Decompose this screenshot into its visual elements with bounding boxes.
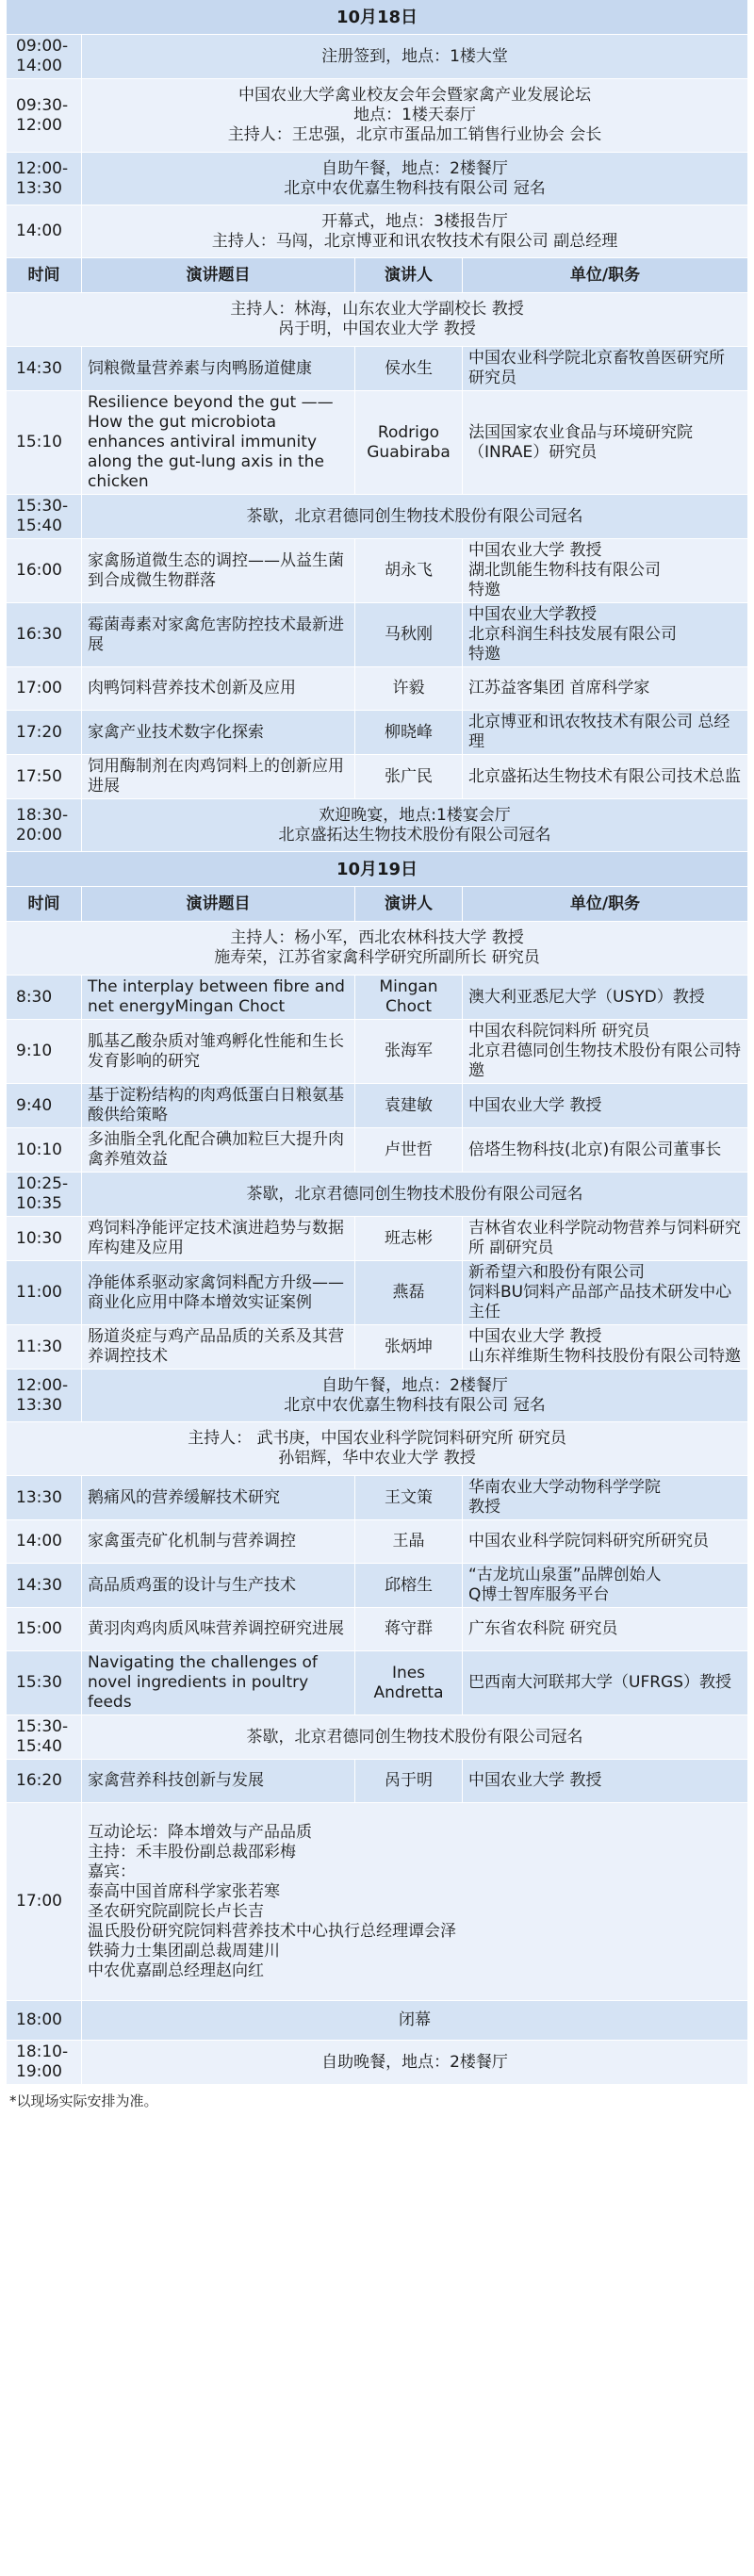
schedule-row [7, 667, 747, 711]
schedule-row [7, 293, 747, 347]
event-line: 温氏股份研究院饲料营养技术中心执行总经理谭会泽 [88, 1921, 456, 1941]
schedule-row [7, 1803, 747, 2001]
event-line: 自助晚餐，地点：2楼餐厅 [321, 2052, 508, 2072]
schedule-row [7, 799, 747, 852]
schedule-row [7, 35, 747, 79]
event-cell [82, 35, 747, 78]
event-line: 泰高中国首席科学家张若寒 [88, 1881, 280, 1901]
column-header-unit: 单位/职务 [569, 265, 641, 285]
unit-cell: 吉林省农业科学院动物营养与饲料研究所 副研究员 [468, 1219, 741, 1257]
event-line: 主持：禾丰股份副总裁邵彩梅 [88, 1842, 296, 1862]
event-line: 茶歇，北京君德同创生物技术股份有限公司冠名 [246, 506, 583, 526]
table-header-row [7, 887, 747, 922]
topic-cell: 鹅痛风的营养缓解技术研究 [82, 1476, 355, 1519]
host-line: 施寿荣，江苏省家禽科学研究所副所长 研究员 [214, 948, 540, 967]
day-title: 10月18日 [336, 7, 418, 27]
host-line: 主持人：杨小军，西北农林科技大学 教授 [230, 928, 524, 947]
topic-cell: 饲用酶制剂在肉鸡饲料上的创新应用进展 [82, 755, 355, 798]
topic-cell: 胍基乙酸杂质对雏鸡孵化性能和生长发育影响的研究 [82, 1020, 355, 1083]
event-cell [82, 205, 747, 257]
unit-cell: 中国农业大学 教授 山东祥维斯生物科技股份有限公司特邀 [468, 1327, 741, 1366]
schedule-row [7, 1715, 747, 1760]
day-title-row [7, 0, 747, 35]
schedule-row [7, 205, 747, 258]
time-cell: 17:20 [7, 711, 82, 754]
unit-cell: 中国农科院饲料所 研究员 北京君德同创生物技术股份有限公司特邀 [468, 1022, 741, 1080]
speaker-cell: 侯水生 [355, 347, 463, 390]
unit-cell: 法国国家农业食品与环境研究院（INRAE）研究员 [468, 422, 693, 462]
unit-cell: 华南农业大学动物科学学院 教授 [468, 1478, 661, 1517]
schedule-row [7, 2041, 747, 2085]
schedule-row [7, 1651, 747, 1715]
schedule-row [7, 2001, 747, 2041]
day-title: 10月19日 [336, 859, 418, 879]
unit-cell: 中国农业大学 教授 [468, 1771, 602, 1790]
speaker-cell: 燕磊 [355, 1261, 463, 1324]
event-line: 注册签到，地点：1楼大堂 [321, 46, 508, 66]
unit-cell: 中国农业科学院饲料研究所研究员 [468, 1532, 709, 1551]
speaker-cell: 张炳坤 [355, 1325, 463, 1369]
event-line: 开幕式，地点：3楼报告厅 [321, 211, 508, 231]
time-cell: 09:30-12:00 [7, 79, 82, 152]
schedule-row [7, 1020, 747, 1084]
time-cell: 17:00 [7, 1803, 82, 2000]
schedule-row [7, 1520, 747, 1564]
unit-cell: 江苏益客集团 首席科学家 [468, 679, 650, 697]
event-line: 互动论坛：降本增效与产品品质 [88, 1822, 312, 1842]
time-cell: 9:40 [7, 1084, 82, 1127]
schedule-row [7, 1217, 747, 1261]
topic-cell: 鸡饲料净能评定技术演进趋势与数据库构建及应用 [82, 1217, 355, 1260]
schedule-row [7, 1760, 747, 1803]
topic-cell: Resilience beyond the gut —— How the gut microbiota enhances antiviral immunity along the gut-lung axis in the chicken [82, 391, 355, 494]
speaker-cell: 许毅 [355, 667, 463, 710]
schedule-row [7, 153, 747, 205]
event-line: 嘉宾： [88, 1862, 136, 1881]
event-cell [82, 2001, 747, 2040]
time-cell: 18:30-20:00 [7, 799, 82, 851]
event-line: 中农优嘉副总经理赵向红 [88, 1961, 264, 1980]
time-cell: 17:00 [7, 667, 82, 710]
schedule-row [7, 347, 747, 391]
unit-cell: 中国农业大学教授 北京科润生科技发展有限公司 特邀 [468, 605, 677, 664]
schedule-row [7, 1422, 747, 1476]
speaker-cell: 马秋刚 [355, 603, 463, 666]
schedule-row [7, 539, 747, 603]
topic-cell: 肠道炎症与鸡产品品质的关系及其营养调控技术 [82, 1325, 355, 1369]
schedule-row [7, 603, 747, 667]
event-line: 主持人：马闯，北京博亚和讯农牧技术有限公司 副总经理 [211, 231, 618, 251]
time-cell: 10:10 [7, 1128, 82, 1172]
column-header-speaker: 演讲人 [355, 887, 463, 921]
schedule-row [7, 755, 747, 799]
time-cell: 15:30-15:40 [7, 1715, 82, 1759]
event-line: 主持人：王忠强，北京市蛋品加工销售行业协会 会长 [227, 125, 602, 144]
speaker-cell: 袁建敏 [355, 1084, 463, 1127]
time-cell: 14:00 [7, 205, 82, 257]
speaker-cell: 张海军 [355, 1020, 463, 1083]
schedule-row [7, 1370, 747, 1422]
table-header-row [7, 258, 747, 293]
speaker-cell: 卢世哲 [355, 1128, 463, 1172]
speaker-cell: 王文策 [355, 1476, 463, 1519]
time-cell: 16:20 [7, 1760, 82, 1802]
schedule-row [7, 495, 747, 539]
speaker-cell: 胡永飞 [355, 539, 463, 602]
schedule-row [7, 1564, 747, 1608]
time-cell: 12:00-13:30 [7, 1370, 82, 1421]
event-line: 北京中农优嘉生物科技有限公司 冠名 [284, 1395, 546, 1415]
topic-cell: 肉鸭饲料营养技术创新及应用 [82, 667, 355, 710]
speaker-cell: 张广民 [355, 755, 463, 798]
time-cell: 12:00-13:30 [7, 153, 82, 205]
time-cell: 11:30 [7, 1325, 82, 1369]
topic-cell: 多油脂全乳化配合碘加粒巨大提升肉禽养殖效益 [82, 1128, 355, 1172]
unit-cell: 北京博亚和讯农牧技术有限公司 总经理 [468, 713, 730, 751]
topic-cell: The interplay between fibre and net energyMingan Choct [82, 976, 355, 1019]
speaker-cell: 邱榕生 [355, 1564, 463, 1607]
schedule-row [7, 1173, 747, 1217]
event-cell [82, 79, 747, 152]
time-cell: 14:30 [7, 347, 82, 390]
unit-cell: “古龙坑山泉蛋”品牌创始人 Q博士智库服务平台 [468, 1566, 662, 1604]
host-line: 主持人：林海，山东农业大学副校长 教授 [230, 300, 524, 319]
column-header-unit: 单位/职务 [569, 894, 641, 913]
topic-cell: 饲粮微量营养素与肉鸭肠道健康 [82, 347, 355, 390]
column-header-time: 时间 [7, 258, 82, 292]
unit-cell: 中国农业大学 教授 [468, 1095, 602, 1115]
unit-cell: 广东省农科院 研究员 [468, 1619, 618, 1638]
event-line: 中国农业大学禽业校友会年会暨家禽产业发展论坛 [238, 86, 591, 105]
event-line: 地点：1楼天泰厅 [353, 106, 476, 124]
footnote: *以现场实际安排为准。 [9, 2092, 158, 2109]
time-cell: 11:00 [7, 1261, 82, 1324]
topic-cell: 家禽肠道微生态的调控——从益生菌到合成微生物群落 [82, 539, 355, 602]
schedule-row [7, 976, 747, 1020]
host-line: 呙于明，中国农业大学 教授 [278, 320, 476, 338]
event-line: 茶歇，北京君德同创生物技术股份有限公司冠名 [246, 1184, 583, 1204]
topic-cell: 高品质鸡蛋的设计与生产技术 [82, 1564, 355, 1607]
schedule-row [7, 1608, 747, 1651]
topic-cell: 黄羽肉鸡肉质风味营养调控研究进展 [82, 1608, 355, 1650]
schedule-row [7, 1261, 747, 1325]
host-cell [7, 1422, 747, 1475]
forum-cell [82, 1803, 747, 2000]
schedule-row [7, 1476, 747, 1520]
speaker-cell: Rodrigo Guabiraba [355, 391, 463, 494]
event-cell [82, 495, 747, 538]
unit-cell: 巴西南大河联邦大学（UFRGS）教授 [468, 1673, 731, 1692]
host-cell [7, 922, 747, 975]
column-header-speaker: 演讲人 [355, 258, 463, 292]
event-line: 闭幕 [399, 2010, 431, 2029]
host-line: 主持人： 武书庚，中国农业科学院饲料研究所 研究员 [188, 1429, 566, 1448]
event-line: 自助午餐，地点：2楼餐厅 [321, 158, 508, 178]
column-header-time: 时间 [7, 887, 82, 921]
time-cell: 10:25-10:35 [7, 1173, 82, 1216]
time-cell: 15:10 [7, 391, 82, 494]
event-line: 自助午餐，地点：2楼餐厅 [321, 1375, 508, 1395]
unit-cell: 北京盛拓达生物技术有限公司技术总监 [468, 766, 741, 786]
time-cell: 9:10 [7, 1020, 82, 1083]
event-cell [82, 153, 747, 205]
time-cell: 15:30-15:40 [7, 495, 82, 538]
event-cell [82, 1173, 747, 1216]
event-cell [82, 799, 747, 851]
topic-cell: 家禽营养科技创新与发展 [82, 1760, 355, 1802]
host-line: 孙铝辉，华中农业大学 教授 [278, 1449, 476, 1468]
schedule-row [7, 1084, 747, 1128]
schedule-row [7, 79, 747, 153]
speaker-cell: 班志彬 [355, 1217, 463, 1260]
event-cell [82, 1715, 747, 1759]
schedule-row [7, 1325, 747, 1370]
schedule-row [7, 1128, 747, 1173]
unit-cell: 中国农业大学 教授 湖北凯能生物科技有限公司 特邀 [468, 541, 661, 599]
unit-cell: 新希望六和股份有限公司 饲料BU饲料产品部产品技术研发中心主任 [468, 1263, 732, 1321]
speaker-cell: Mingan Choct [355, 976, 463, 1019]
schedule-row [7, 711, 747, 755]
time-cell: 16:00 [7, 539, 82, 602]
column-header-topic: 演讲题目 [82, 258, 355, 292]
time-cell: 15:00 [7, 1608, 82, 1650]
speaker-cell: 王晶 [355, 1520, 463, 1563]
speaker-cell: Ines Andretta [355, 1651, 463, 1715]
topic-cell: 家禽产业技术数字化探索 [82, 711, 355, 754]
time-cell: 8:30 [7, 976, 82, 1019]
topic-cell: Navigating the challenges of novel ingredients in poultry feeds [82, 1651, 355, 1715]
speaker-cell: 呙于明 [355, 1760, 463, 1802]
event-line: 北京中农优嘉生物科技有限公司 冠名 [284, 178, 546, 198]
unit-cell: 倍塔生物科技(北京)有限公司董事长 [468, 1140, 722, 1159]
time-cell: 10:30 [7, 1217, 82, 1260]
time-cell: 18:00 [7, 2001, 82, 2040]
day-title-row [7, 852, 747, 887]
event-line: 北京盛拓达生物技术股份有限公司冠名 [278, 825, 551, 845]
time-cell: 09:00-14:00 [7, 35, 82, 78]
column-header-topic: 演讲题目 [82, 887, 355, 921]
event-line: 圣农研究院副院长卢长吉 [88, 1901, 264, 1921]
event-cell [82, 1370, 747, 1421]
host-cell [7, 293, 747, 346]
speaker-cell: 柳晓峰 [355, 711, 463, 754]
topic-cell: 净能体系驱动家禽饲料配方升级——商业化应用中降本增效实证案例 [82, 1261, 355, 1324]
unit-cell: 澳大利亚悉尼大学（USYD）教授 [468, 987, 705, 1007]
topic-cell: 基于淀粉结构的肉鸡低蛋白日粮氨基酸供给策略 [82, 1084, 355, 1127]
topic-cell: 家禽蛋壳矿化机制与营养调控 [82, 1520, 355, 1563]
event-line: 铁骑力士集团副总裁周建川 [88, 1941, 280, 1961]
time-cell: 16:30 [7, 603, 82, 666]
unit-cell: 中国农业科学院北京畜牧兽医研究所 研究员 [468, 349, 725, 387]
speaker-cell: 蒋守群 [355, 1608, 463, 1650]
schedule-table [7, 0, 747, 2085]
time-cell: 17:50 [7, 755, 82, 798]
time-cell: 18:10-19:00 [7, 2041, 82, 2084]
event-line: 茶歇，北京君德同创生物技术股份有限公司冠名 [246, 1727, 583, 1747]
event-cell [82, 2041, 747, 2084]
schedule-row [7, 922, 747, 976]
schedule-row [7, 391, 747, 495]
time-cell: 14:30 [7, 1564, 82, 1607]
time-cell: 13:30 [7, 1476, 82, 1519]
event-line: 欢迎晚宴，地点:1楼宴会厅 [319, 805, 511, 825]
time-cell: 14:00 [7, 1520, 82, 1563]
topic-cell: 霉菌毒素对家禽危害防控技术最新进展 [82, 603, 355, 666]
time-cell: 15:30 [7, 1651, 82, 1715]
